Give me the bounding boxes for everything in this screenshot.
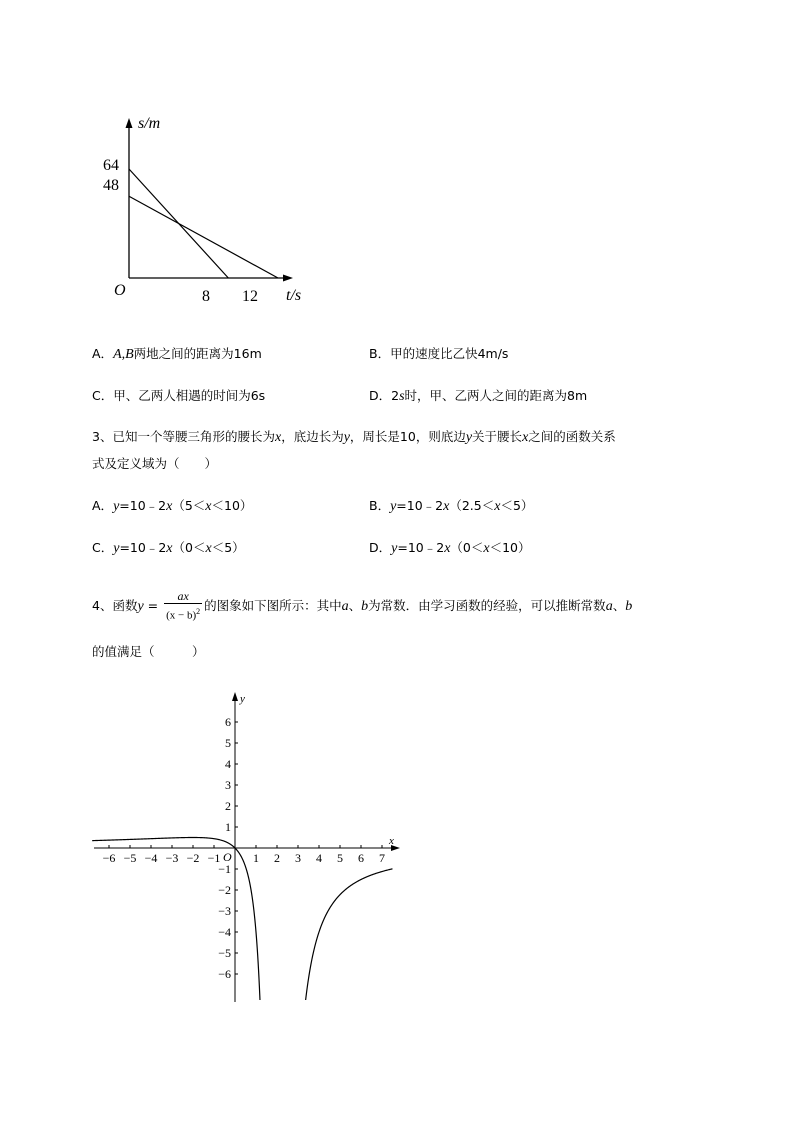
line-person-b (129, 196, 278, 278)
var-x: x (166, 499, 173, 514)
domain: ＜10） (489, 540, 531, 555)
option-a-vars: A,B (113, 347, 134, 362)
y-tick-label: −2 (218, 883, 231, 897)
q4-number: 4、 (92, 598, 113, 613)
var-a: a (341, 599, 349, 614)
option-a-label: A． (92, 346, 114, 361)
q4-text: 的值满足（ ） (92, 644, 205, 659)
y-tick-label: −6 (218, 967, 231, 981)
domain: ＜5） (500, 498, 534, 513)
q3-number: 3、 (92, 429, 113, 444)
var-y: y (391, 541, 398, 556)
x-tick-label: 6 (358, 851, 364, 865)
curve-right-branch (292, 869, 392, 1005)
var-y: y (137, 599, 144, 614)
x-tick-8: 8 (202, 288, 210, 305)
var-x: x (522, 430, 529, 445)
option-label: B． (369, 498, 391, 513)
q3-stem-line1 (92, 429, 616, 446)
distance-time-graph (100, 108, 320, 308)
equals-sign: = (143, 598, 163, 613)
q3-option-d[interactable] (369, 540, 531, 557)
var-y: y (343, 430, 350, 445)
q2-option-c[interactable] (92, 388, 265, 404)
domain: （5＜ (172, 498, 206, 513)
x-tick-label: −6 (102, 851, 116, 865)
x-tick-label: −4 (144, 851, 158, 865)
domain: （0＜ (450, 540, 484, 555)
q3-text: 已知一个等腰三角形的腰长为 (112, 429, 275, 444)
y-axis-arrow (232, 692, 238, 701)
q3-text: ，底边长为 (281, 429, 344, 444)
var-y: y (113, 541, 120, 556)
option-b-text: B．甲的速度比乙快4m/s (369, 346, 509, 361)
x-tick-label: −3 (165, 851, 179, 865)
var-y: y (113, 499, 120, 514)
x-tick-label: 7 (379, 851, 385, 865)
q3-option-b[interactable] (369, 498, 533, 515)
var-b: b (361, 599, 369, 614)
y-axis-arrow (126, 118, 133, 128)
var-b: b (625, 599, 633, 614)
option-label: A． (92, 498, 114, 513)
q3-option-c[interactable] (92, 540, 245, 557)
x-tick-label: −1 (207, 851, 221, 865)
var-x: x (483, 541, 490, 556)
q4-stem-line2 (92, 644, 205, 660)
var-x: x (205, 541, 212, 556)
x-axis-label: x (389, 835, 394, 847)
y-tick-label: −1 (218, 862, 231, 876)
domain: ＜10） (211, 498, 253, 513)
x-tick-label: −2 (186, 851, 200, 865)
var-x: x (443, 499, 450, 514)
option-d-num: 2 (391, 388, 400, 403)
y-tick-label: 2 (225, 799, 231, 813)
y-tick-label: 3 (225, 778, 231, 792)
exponent: 2 (196, 607, 201, 617)
domain: ＜5） (211, 540, 245, 555)
q3-option-a[interactable] (92, 498, 252, 515)
q3-stem-line2 (92, 456, 217, 472)
y-tick-label: 5 (225, 736, 231, 750)
option-a-text: 两地之间的距离为16m (133, 346, 262, 361)
var-x: x (494, 499, 501, 514)
y-tick-label: −4 (218, 925, 231, 939)
formula: =10﹣2 (119, 540, 167, 555)
formula: =10﹣2 (396, 498, 444, 513)
var-y: y (465, 430, 473, 445)
q4-text: 的图象如下图所示：其中 (204, 598, 342, 613)
option-c-text: C．甲、乙两人相遇的时间为6s (92, 388, 266, 403)
q2-option-a[interactable] (92, 346, 262, 363)
y-tick-label: −5 (218, 946, 231, 960)
var-y: y (390, 499, 397, 514)
x-axis-label: t/s (286, 287, 302, 304)
q2-option-d[interactable] (369, 388, 587, 405)
q3-text: 式及定义域为（ ） (92, 456, 218, 471)
q2-option-b[interactable] (369, 346, 508, 362)
y-tick-64: 64 (103, 157, 119, 174)
x-tick-label: 1 (253, 851, 259, 865)
q4-text: 函数 (112, 598, 138, 613)
var-a: a (605, 599, 613, 614)
y-tick-48: 48 (103, 177, 119, 194)
var-x: x (444, 541, 451, 556)
option-label: D． (369, 540, 392, 555)
y-axis-label: y (240, 693, 245, 705)
function-graph (90, 690, 410, 1005)
domain: （2.5＜ (449, 498, 495, 513)
y-axis-label: s/m (138, 115, 161, 132)
x-axis-arrow (283, 275, 293, 282)
q4-stem-line1 (92, 586, 632, 627)
denominator-base: (x − b) (166, 609, 197, 622)
fraction (164, 589, 202, 624)
option-label: C． (92, 540, 114, 555)
x-tick-label: 3 (295, 851, 301, 865)
y-tick-label: 6 (225, 715, 231, 729)
var-x: x (205, 499, 212, 514)
option-d-label: D． (369, 388, 392, 403)
x-tick-label: 4 (316, 851, 322, 865)
option-d-text: 时，甲、乙两人之间的距离为8m (404, 388, 588, 403)
q3-text: ，周长是10，则底边 (349, 429, 466, 444)
x-tick-12: 12 (242, 288, 258, 305)
x-tick-label: −5 (123, 851, 137, 865)
domain: （0＜ (172, 540, 206, 555)
curve-left-branch (92, 838, 265, 1006)
option-d-var: s (399, 389, 405, 404)
formula: =10﹣2 (397, 540, 445, 555)
fraction-denominator (164, 604, 202, 624)
var-x: x (166, 541, 173, 556)
origin-label: O (114, 282, 126, 299)
x-tick-label: 2 (274, 851, 280, 865)
q4-text: 、 (348, 598, 362, 613)
formula: =10﹣2 (119, 498, 167, 513)
q4-text: 为常数．由学习函数的经验，可以推断常数 (368, 598, 606, 613)
q4-text: 、 (612, 598, 626, 613)
y-tick-label: 1 (225, 820, 231, 834)
x-tick-label: 5 (337, 851, 343, 865)
q3-text: 关于腰长 (472, 429, 523, 444)
fraction-numerator: ax (164, 589, 202, 604)
y-tick-label: 4 (225, 757, 231, 771)
var-x: x (274, 430, 282, 445)
y-tick-label: −3 (218, 904, 231, 918)
q3-text: 之间的函数关系 (528, 429, 616, 444)
origin-label: O (223, 850, 232, 864)
